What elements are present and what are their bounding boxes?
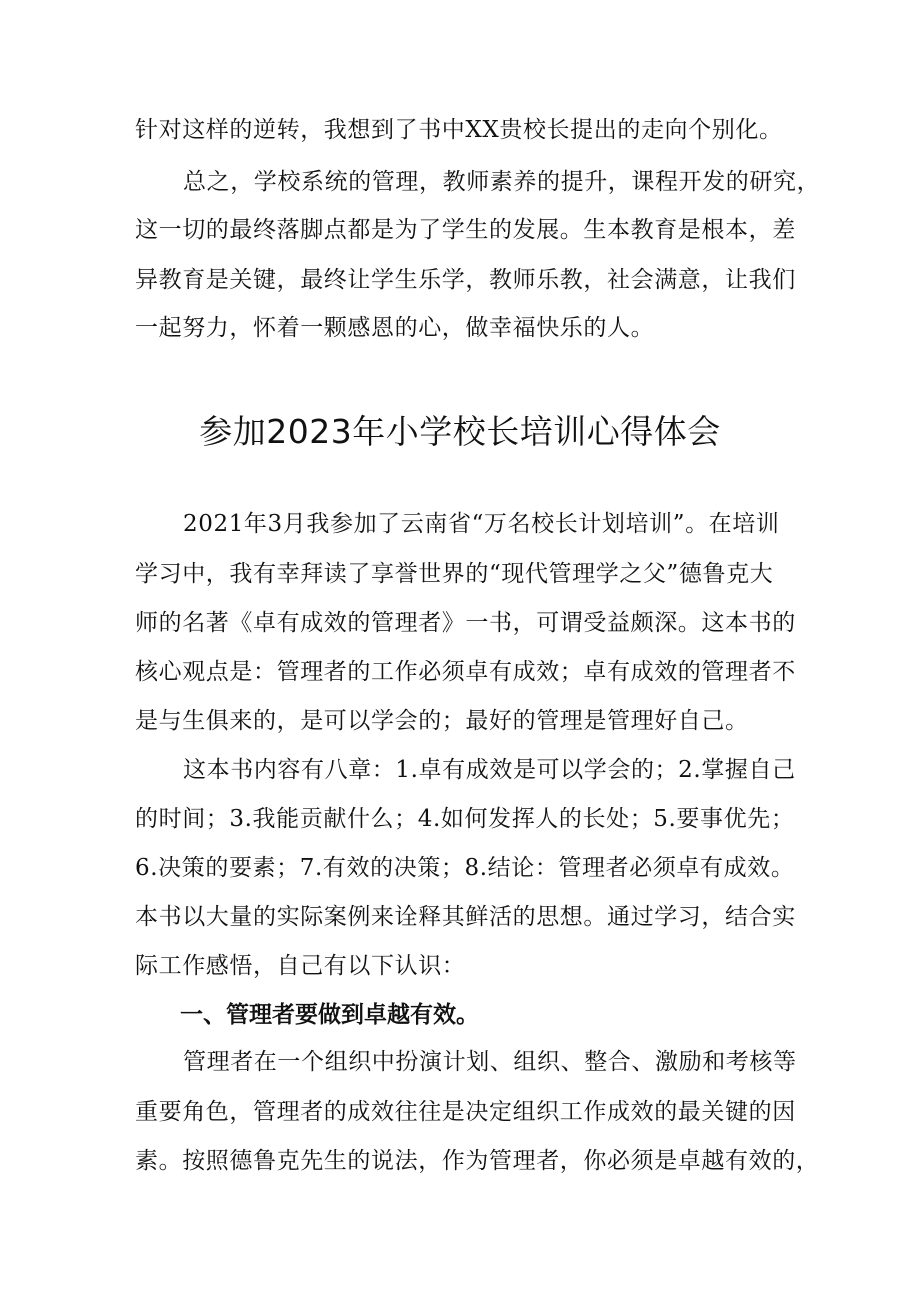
paragraph-line: 这本书内容有八章：1.卓有成效是可以学会的；2.掌握自己: [183, 757, 796, 783]
paragraph-line: 本书以大量的实际案例来诠释其鲜活的思想。通过学习，结合实: [135, 904, 796, 930]
intro-line: 这一切的最终落脚点都是为了学生的发展。生本教育是根本，差: [135, 217, 796, 243]
paragraph-line: 素。按照德鲁克先生的说法，作为管理者，你必须是卓越有效的，: [135, 1148, 820, 1174]
paragraph-line: 师的名著《卓有成效的管理者》一书，可谓受益颇深。这本书的: [135, 610, 796, 636]
paragraph-line: 际工作感悟，自己有以下认识：: [135, 953, 466, 979]
document-title: 参加2023年小学校长培训心得体会: [199, 412, 721, 451]
section-heading: 一、管理者要做到卓越有效。: [180, 1002, 479, 1028]
paragraph-line: 核心观点是：管理者的工作必须卓有成效；卓有成效的管理者不: [135, 659, 796, 685]
paragraph-line: 6.决策的要素；7.有效的决策；8.结论：管理者必须卓有成效。: [135, 855, 795, 881]
paragraph-line: 的时间；3.我能贡献什么；4.如何发挥人的长处；5.要事优先；: [135, 806, 795, 832]
intro-line: 一起努力，怀着一颗感恩的心，做幸福快乐的人。: [135, 315, 655, 341]
paragraph-line: 是与生俱来的，是可以学会的；最好的管理是管理好自己。: [135, 708, 749, 734]
paragraph-line: 管理者在一个组织中扮演计划、组织、整合、激励和考核等: [183, 1049, 797, 1075]
paragraph-line: 重要角色，管理者的成效往往是决定组织工作成效的最关键的因: [135, 1099, 796, 1125]
intro-line: 针对这样的逆转，我想到了书中XX贵校长提出的走向个别化。: [135, 117, 783, 143]
paragraph-line: 学习中，我有幸拜读了享誉世界的“现代管理学之父”德鲁克大: [135, 561, 774, 587]
paragraph-line: 2021年3月我参加了云南省“万名校长计划培训”。在培训: [183, 511, 780, 537]
intro-line: 总之，学校系统的管理，教师素养的提升，课程开发的研究，: [183, 169, 821, 195]
intro-line: 异教育是关键，最终让学生乐学，教师乐教，社会满意，让我们: [135, 267, 796, 293]
